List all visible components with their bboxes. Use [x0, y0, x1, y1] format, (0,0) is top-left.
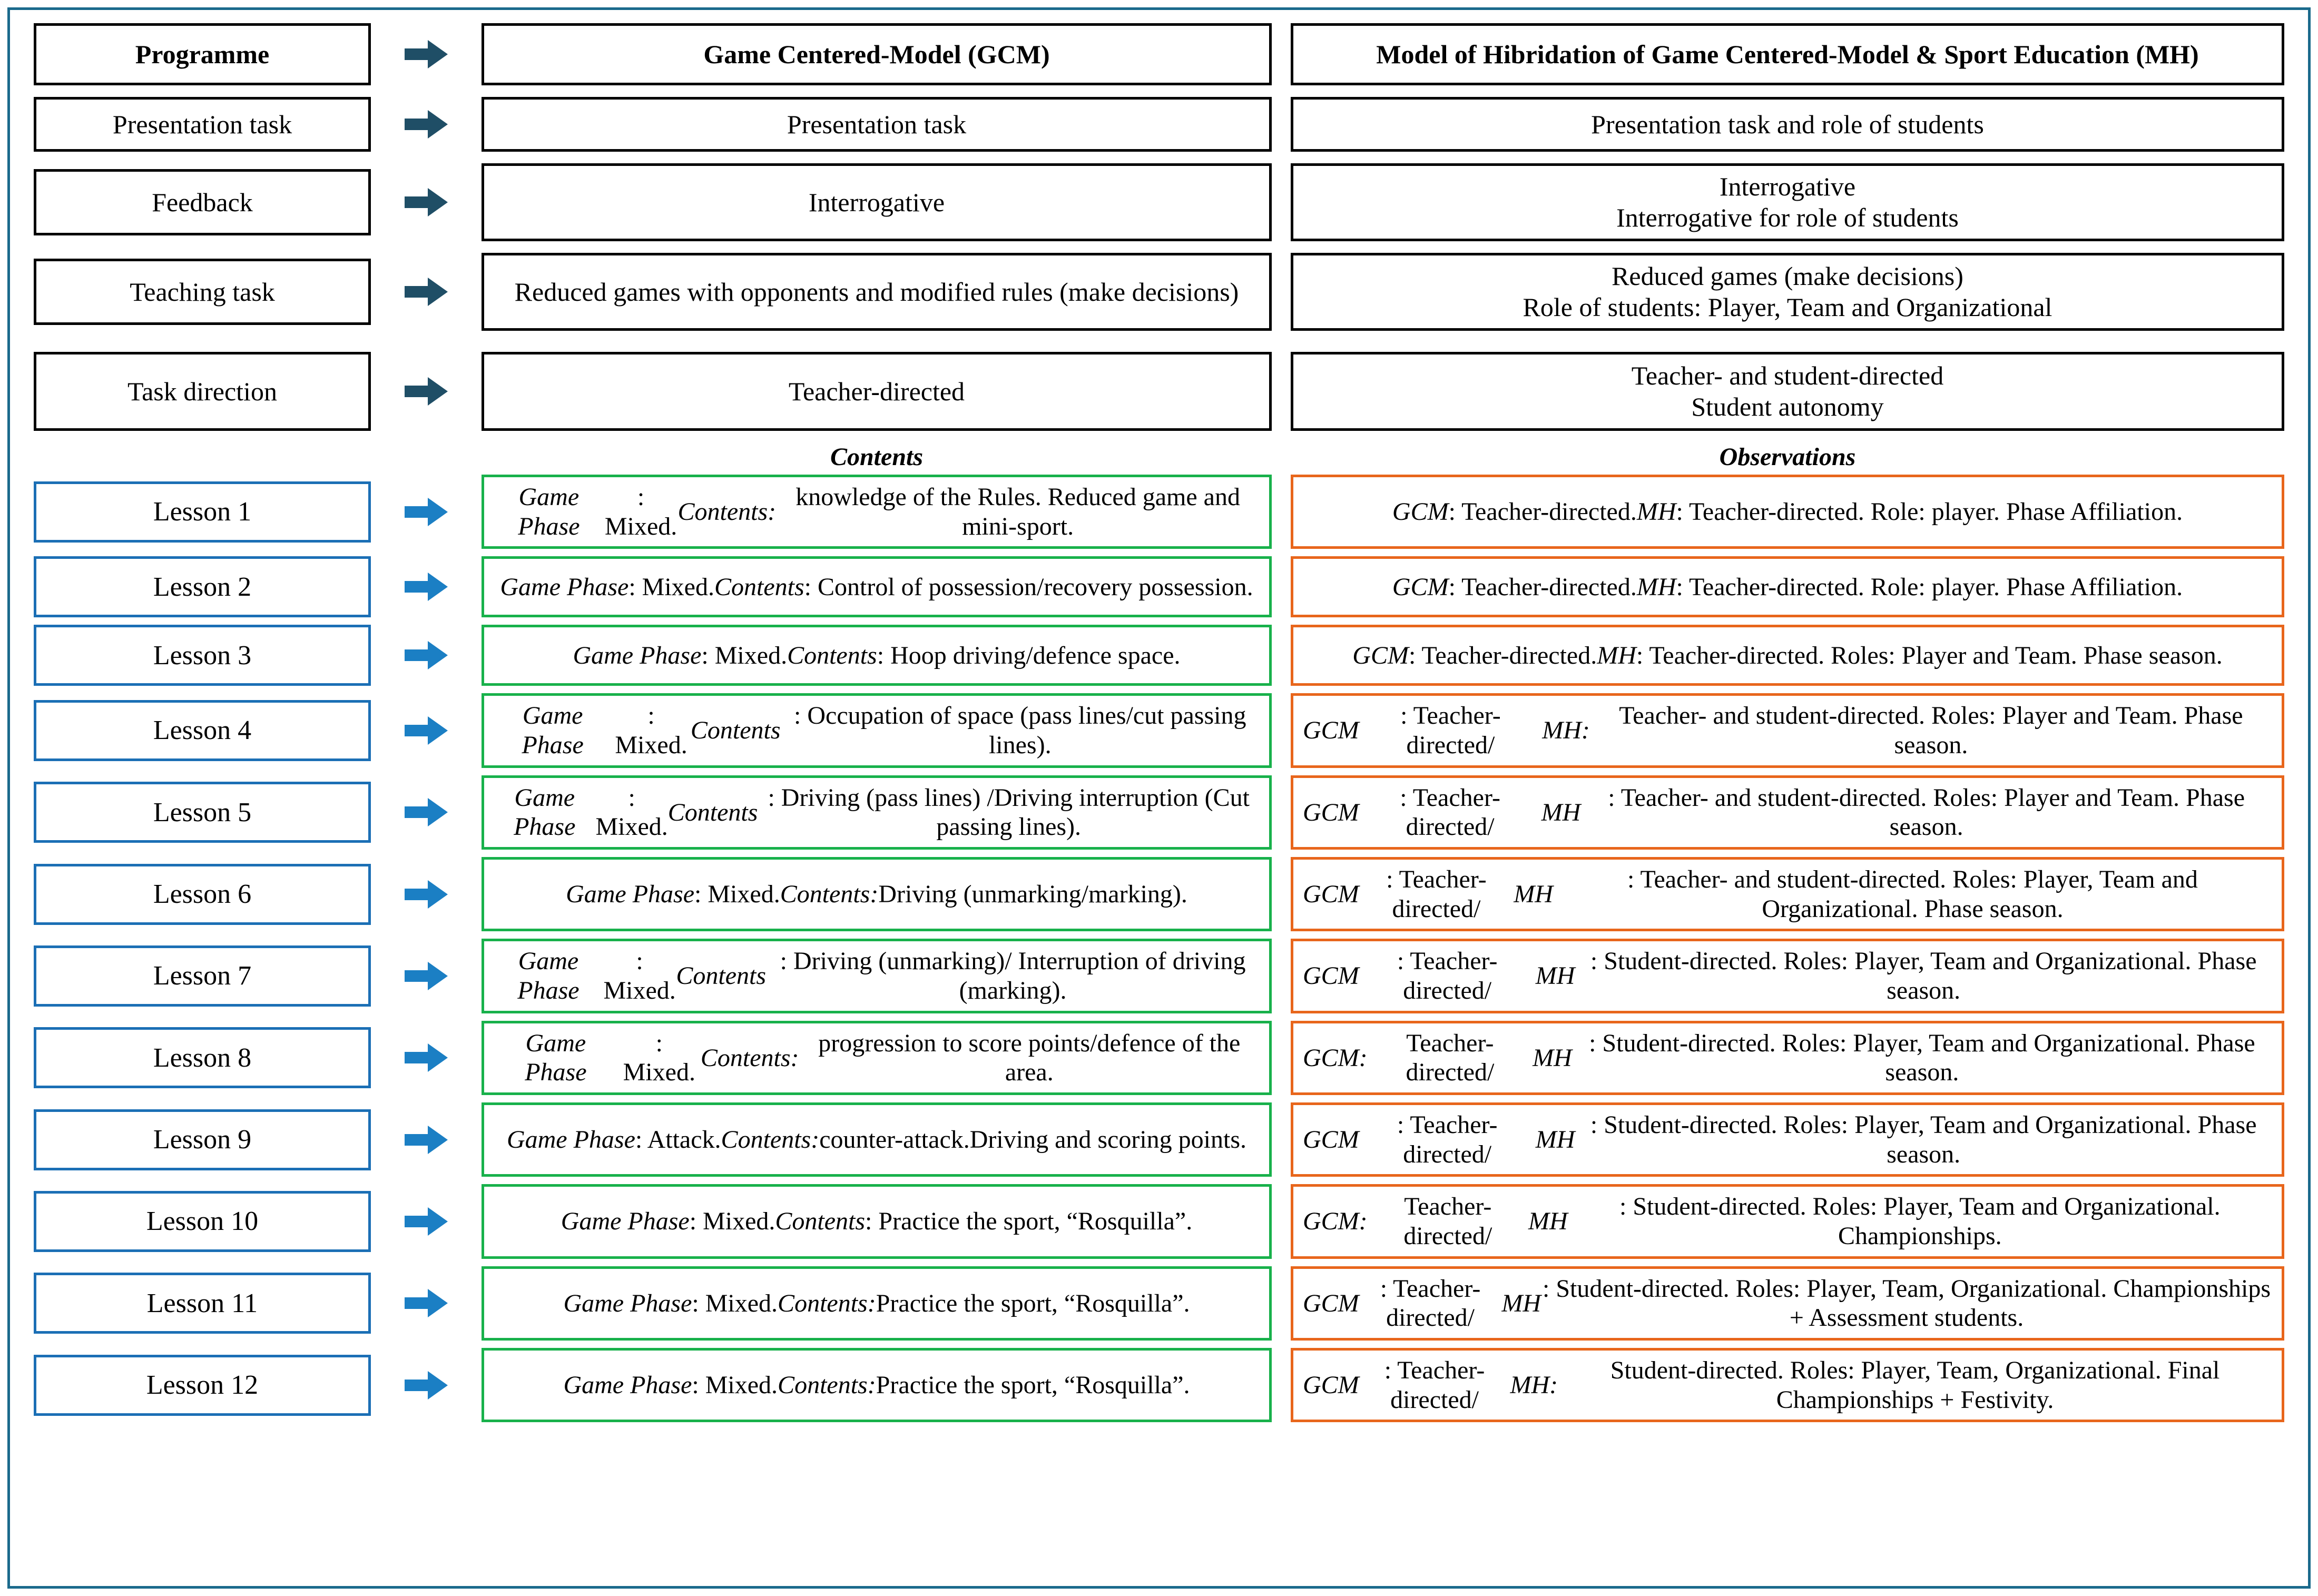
lesson-row: [34, 1348, 2284, 1422]
arrow-cell: [371, 939, 482, 1013]
lesson-label: Lesson 2: [34, 556, 371, 617]
lesson-contents-value: Game Phase : Mixed. Contents: Driving (unmarking/marking).: [482, 857, 1272, 931]
programme-row-label-cell: [34, 352, 371, 431]
lesson-observations-cell: [1291, 1021, 2284, 1095]
lesson-observations-value: GCM : Teacher-directed/ MH : Teacher- and student-directed. Roles: Player and Team. Phase season.: [1291, 775, 2284, 850]
column-gap: [1272, 1184, 1291, 1258]
programme-header: Programme: [34, 23, 371, 85]
programme-row-gcm-cell: [482, 163, 1272, 241]
column-gap: [1272, 352, 1291, 431]
column-gap: [1272, 939, 1291, 1013]
lesson-observations-cell: [1291, 475, 2284, 549]
lesson-observations-value: GCM: Teacher-directed/ MH : Student-directed. Roles: Player, Team and Organizational. Phase season.: [1291, 1021, 2284, 1095]
lesson-label: Lesson 9: [34, 1109, 371, 1170]
programme-row-mh-value: Interrogative Interrogative for role of students: [1291, 163, 2284, 241]
subheader-observations-cell: [1291, 442, 2284, 471]
lesson-contents-value: Game Phase : Mixed. Contents : Occupation of space (pass lines/cut passing lines).: [482, 693, 1272, 767]
lesson-observations-cell: [1291, 1102, 2284, 1177]
lesson-observations-cell: [1291, 625, 2284, 686]
lesson-contents-value: Game Phase : Mixed. Contents: Practice the sport, “Rosquilla”.: [482, 1266, 1272, 1341]
lesson-label-cell: [34, 475, 371, 549]
lesson-contents-cell: [482, 475, 1272, 549]
programme-row: [34, 97, 2284, 152]
programme-row-gcm-value: Presentation task: [482, 97, 1272, 152]
figure-content: [16, 14, 2302, 1435]
arrow-cell: [371, 97, 482, 152]
lesson-contents-value: Game Phase : Mixed. Contents : Driving (unmarking)/ Interruption of driving (marking).: [482, 939, 1272, 1013]
lesson-row: [34, 1184, 2284, 1258]
lesson-label: Lesson 4: [34, 700, 371, 761]
programme-row-gcm-value: Teacher-directed: [482, 352, 1272, 431]
lesson-label-cell: [34, 1102, 371, 1177]
lesson-label: Lesson 5: [34, 782, 371, 843]
lesson-contents-cell: [482, 1184, 1272, 1258]
lesson-label-cell: [34, 939, 371, 1013]
arrow-cell: [371, 1348, 482, 1422]
subheader-row: [34, 442, 2284, 471]
arrow-cell: [371, 475, 482, 549]
arrow-cell: [371, 352, 482, 431]
arrow-cell: [371, 1266, 482, 1341]
header-mid-cell: [482, 23, 1272, 85]
column-gap: [1272, 253, 1291, 331]
lesson-observations-value: GCM : Teacher-directed/ MH : Student-directed. Roles: Player, Team and Organizational. Phase season.: [1291, 1102, 2284, 1177]
lesson-label: Lesson 12: [34, 1355, 371, 1416]
arrow-cell: [371, 1184, 482, 1258]
lesson-row: [34, 475, 2284, 549]
column-gap: [1272, 693, 1291, 767]
programme-row-mh-value: Reduced games (make decisions) Role of students: Player, Team and Organizational: [1291, 253, 2284, 331]
lesson-observations-value: GCM : Teacher-directed/ MH: Teacher- and student-directed. Roles: Player and Team. Phase season.: [1291, 693, 2284, 767]
lesson-label: Lesson 11: [34, 1273, 371, 1334]
lesson-label-cell: [34, 556, 371, 617]
arrow-right-icon: [404, 1041, 449, 1074]
observations-subheader: Observations: [1719, 443, 1856, 471]
lesson-contents-value: Game Phase : Mixed. Contents : Control of possession/recovery possession.: [482, 556, 1272, 617]
column-gap: [1272, 857, 1291, 931]
arrow-right-icon: [404, 639, 449, 672]
lesson-contents-cell: [482, 1102, 1272, 1177]
arrow-right-icon: [404, 38, 449, 71]
lesson-observations-cell: [1291, 556, 2284, 617]
lesson-label-cell: [34, 1021, 371, 1095]
lesson-contents-cell: [482, 857, 1272, 931]
lesson-observations-cell: [1291, 1266, 2284, 1341]
lesson-observations-cell: [1291, 857, 2284, 931]
lesson-row: [34, 556, 2284, 617]
lesson-label-cell: [34, 693, 371, 767]
lesson-contents-value: Game Phase : Attack. Contents: counter-attack.Driving and scoring points.: [482, 1102, 1272, 1177]
lesson-label-cell: [34, 1266, 371, 1341]
lesson-observations-value: GCM : Teacher-directed. MH : Teacher-directed. Role: player. Phase Affiliation.: [1291, 556, 2284, 617]
column-gap: [1272, 625, 1291, 686]
lesson-contents-cell: [482, 693, 1272, 767]
arrow-cell: [371, 693, 482, 767]
arrow-right-icon: [404, 960, 449, 992]
arrow-right-icon: [404, 714, 449, 747]
arrow-cell: [371, 23, 482, 85]
lesson-contents-value: Game Phase : Mixed. Contents : Practice the sport, “Rosquilla”.: [482, 1184, 1272, 1258]
lesson-observations-cell: [1291, 1348, 2284, 1422]
programme-row: [34, 163, 2284, 241]
column-gap: [1272, 1266, 1291, 1341]
lesson-contents-cell: [482, 556, 1272, 617]
programme-row: [34, 352, 2284, 431]
header-row: [34, 23, 2284, 85]
lesson-observations-cell: [1291, 693, 2284, 767]
programme-row-label-cell: [34, 97, 371, 152]
column-gap: [1272, 97, 1291, 152]
column-gap: [1272, 1102, 1291, 1177]
lesson-contents-value: Game Phase : Mixed. Contents: Practice the sport, “Rosquilla”.: [482, 1348, 1272, 1422]
subheader-contents-cell: [482, 442, 1272, 471]
lesson-row: [34, 693, 2284, 767]
arrow-right-icon: [404, 1205, 449, 1238]
programme-row: [34, 253, 2284, 331]
arrow-right-icon: [404, 1287, 449, 1319]
arrow-right-icon: [404, 570, 449, 603]
column-gap: [1272, 163, 1291, 241]
lesson-row: [34, 1021, 2284, 1095]
header-right-cell: [1291, 23, 2284, 85]
lesson-contents-cell: [482, 775, 1272, 850]
lesson-contents-cell: [482, 1348, 1272, 1422]
column-gap: [1272, 475, 1291, 549]
arrow-cell: [371, 253, 482, 331]
lesson-observations-value: GCM: Teacher-directed/ MH : Student-directed. Roles: Player, Team and Organizational. Championships.: [1291, 1184, 2284, 1258]
programme-row-gcm-value: Interrogative: [482, 163, 1272, 241]
arrow-cell: [371, 1021, 482, 1095]
programme-row-gcm-cell: [482, 352, 1272, 431]
header-left-cell: [34, 23, 371, 85]
arrow-right-icon: [404, 1124, 449, 1156]
arrow-cell: [371, 775, 482, 850]
lesson-label: Lesson 7: [34, 945, 371, 1007]
lesson-contents-cell: [482, 939, 1272, 1013]
programme-row-label: Task direction: [34, 352, 371, 431]
column-gap: [1272, 1348, 1291, 1422]
lesson-contents-value: Game Phase : Mixed. Contents : Driving (pass lines) /Driving interruption (Cut passing lines).: [482, 775, 1272, 850]
arrow-right-icon: [404, 186, 449, 219]
programme-row-label-cell: [34, 253, 371, 331]
lesson-observations-cell: [1291, 1184, 2284, 1258]
lesson-observations-value: GCM : Teacher-directed. MH : Teacher-directed. Roles: Player and Team. Phase season.: [1291, 625, 2284, 686]
programme-row-gcm-cell: [482, 253, 1272, 331]
programme-row-gcm-cell: [482, 97, 1272, 152]
lesson-label: Lesson 1: [34, 481, 371, 543]
lesson-label-cell: [34, 1184, 371, 1258]
arrow-cell: [371, 556, 482, 617]
lesson-label-cell: [34, 1348, 371, 1422]
lesson-observations-value: GCM : Teacher-directed/ MH: Student-directed. Roles: Player, Team, Organizational. Final Championships + Festivity.: [1291, 1348, 2284, 1422]
lesson-observations-cell: [1291, 939, 2284, 1013]
lesson-label: Lesson 8: [34, 1027, 371, 1088]
contents-subheader: Contents: [830, 443, 924, 471]
lesson-row: [34, 857, 2284, 931]
lesson-label-cell: [34, 625, 371, 686]
lesson-label: Lesson 10: [34, 1191, 371, 1252]
programme-row-mh-value: Presentation task and role of students: [1291, 97, 2284, 152]
lesson-row: [34, 625, 2284, 686]
lesson-row: [34, 1102, 2284, 1177]
lesson-contents-value: Game Phase : Mixed. Contents: knowledge of the Rules. Reduced game and mini-sport.: [482, 475, 1272, 549]
lesson-row: [34, 1266, 2284, 1341]
programme-row-label: Presentation task: [34, 97, 371, 152]
column-gap: [1272, 775, 1291, 850]
arrow-right-icon: [404, 275, 449, 308]
lesson-contents-value: Game Phase : Mixed. Contents: progression to score points/defence of the area.: [482, 1021, 1272, 1095]
programme-row-mh-value: Teacher- and student-directed Student autonomy: [1291, 352, 2284, 431]
mh-header: Model of Hibridation of Game Centered-Model & Sport Education (MH): [1291, 23, 2284, 85]
programme-row-label: Teaching task: [34, 259, 371, 325]
gcm-header: Game Centered-Model (GCM): [482, 23, 1272, 85]
column-gap: [1272, 23, 1291, 85]
lesson-label: Lesson 3: [34, 625, 371, 686]
lesson-label-cell: [34, 857, 371, 931]
programme-row-mh-cell: [1291, 163, 2284, 241]
lesson-row: [34, 939, 2284, 1013]
arrow-cell: [371, 1102, 482, 1177]
programme-rows: [34, 97, 2284, 431]
lesson-label: Lesson 6: [34, 864, 371, 925]
arrow-cell: [371, 857, 482, 931]
arrow-cell: [371, 163, 482, 241]
arrow-right-icon: [404, 496, 449, 528]
arrow-right-icon: [404, 1369, 449, 1402]
lesson-row: [34, 775, 2284, 850]
lesson-label-cell: [34, 775, 371, 850]
programme-row-mh-cell: [1291, 97, 2284, 152]
lesson-contents-cell: [482, 1021, 1272, 1095]
arrow-right-icon: [404, 796, 449, 829]
lesson-contents-cell: [482, 1266, 1272, 1341]
programme-row-mh-cell: [1291, 352, 2284, 431]
arrow-cell: [371, 625, 482, 686]
lesson-contents-value: Game Phase : Mixed. Contents : Hoop driving/defence space.: [482, 625, 1272, 686]
lesson-observations-value: GCM : Teacher-directed/ MH : Student-directed. Roles: Player, Team, Organizational. Championships + Assessment students.: [1291, 1266, 2284, 1341]
arrow-right-icon: [404, 878, 449, 911]
arrow-right-icon: [404, 375, 449, 408]
arrow-right-icon: [404, 108, 449, 141]
lesson-contents-cell: [482, 625, 1272, 686]
lesson-rows: [34, 475, 2284, 1422]
programme-row-gcm-value: Reduced games with opponents and modified rules (make decisions): [482, 253, 1272, 331]
lesson-observations-value: GCM : Teacher-directed. MH : Teacher-directed. Role: player. Phase Affiliation.: [1291, 475, 2284, 549]
programme-row-label: Feedback: [34, 169, 371, 235]
lesson-observations-cell: [1291, 775, 2284, 850]
programme-row-mh-cell: [1291, 253, 2284, 331]
lesson-observations-value: GCM : Teacher-directed/ MH : Teacher- and student-directed. Roles: Player, Team and Organizational. Phase season.: [1291, 857, 2284, 931]
column-gap: [1272, 1021, 1291, 1095]
lesson-observations-value: GCM : Teacher-directed/ MH : Student-directed. Roles: Player, Team and Organizational. Phase season.: [1291, 939, 2284, 1013]
column-gap: [1272, 556, 1291, 617]
programme-row-label-cell: [34, 163, 371, 241]
